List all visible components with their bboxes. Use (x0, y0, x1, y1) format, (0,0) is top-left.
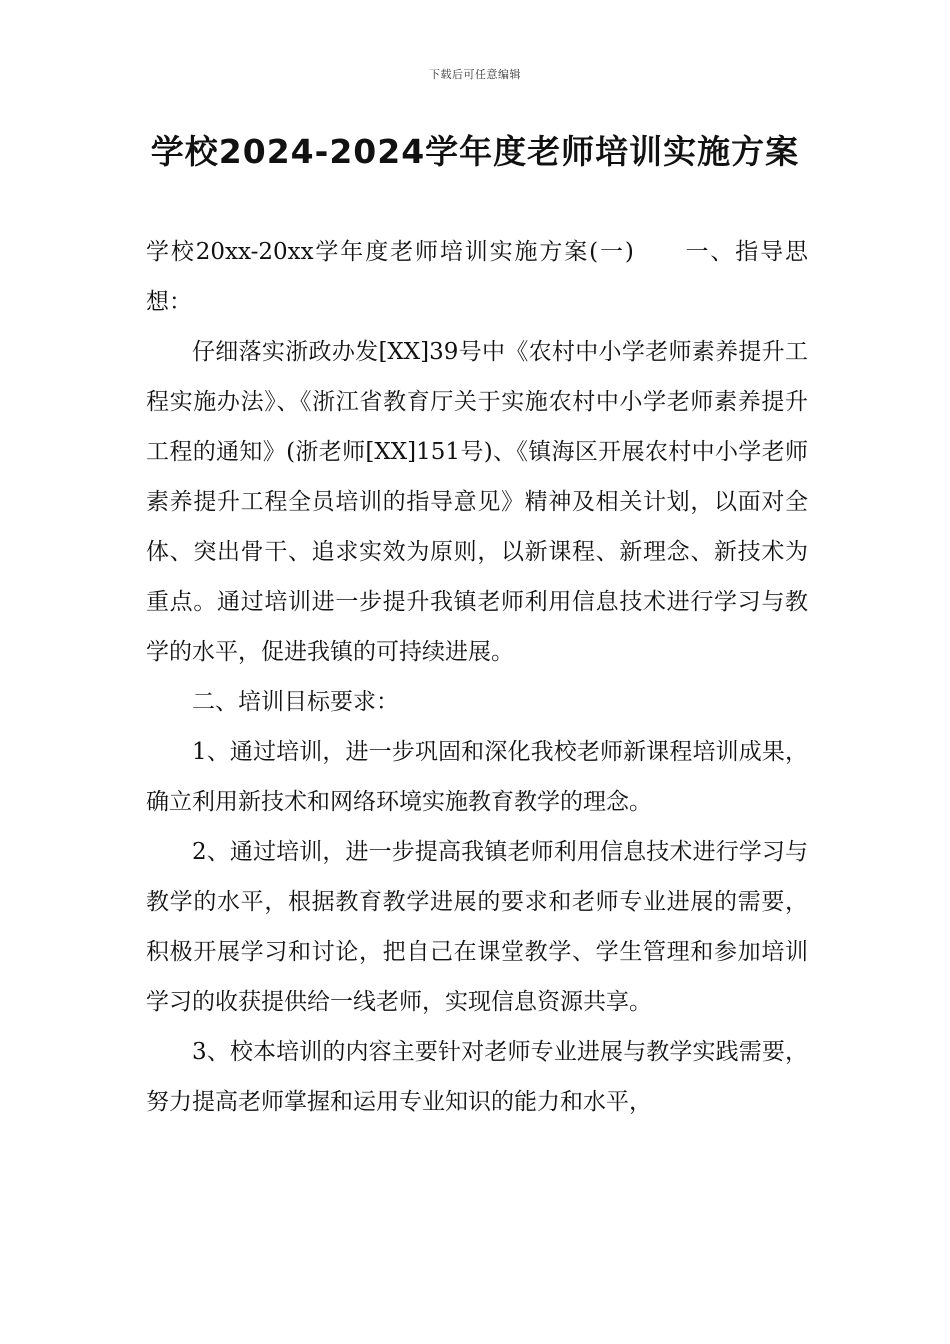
paragraph-goal-3: 3、校本培训的内容主要针对老师专业进展与教学实践需要，努力提高老师掌握和运用专业知识的能力和水平， (146, 1039, 808, 1115)
paragraph-goal-2: 2、通过培训，进一步提高我镇老师利用信息技术进行学习与教学的水平，根据教育教学进展的要求和老师专业进展的需要，积极开展学习和讨论，把自己在课堂教学、学生管理和参加培训学习的收获提供给一线老师，实现信息资源共享。 (146, 839, 808, 1015)
intro-paragraph: 学校20xx-20xx学年度老师培训实施方案(一) 一、指导思想： (146, 239, 808, 315)
paragraph-guiding-thought: 仔细落实浙政办发[XX]39号中《农村中小学老师素养提升工程实施办法》、《浙江省教育厅关于实施农村中小学老师素养提升工程的通知》(浙老师[XX]151号)、《镇海区开展农村中小学老师素养提升工程全员培训的指导意见》精神及相关计划，以面对全体、突出骨干、追求实效为原则，以新课程、新理念、新技术为重点。通过培训进一步提升我镇老师利用信息技术进行学习与教学的水平，促进我镇的可持续进展。 (146, 339, 808, 665)
paragraph-goal-1: 1、通过培训，进一步巩固和深化我校老师新课程培训成果，确立利用新技术和网络环境实施教育教学的理念。 (146, 739, 808, 815)
header-note: 下载后可任意编辑 (429, 68, 521, 81)
section-heading-training-goals: 二、培训目标要求： (192, 689, 399, 715)
document-title: 学校2024-2024学年度老师培训实施方案 (150, 132, 800, 171)
document-body (146, 227, 808, 1127)
